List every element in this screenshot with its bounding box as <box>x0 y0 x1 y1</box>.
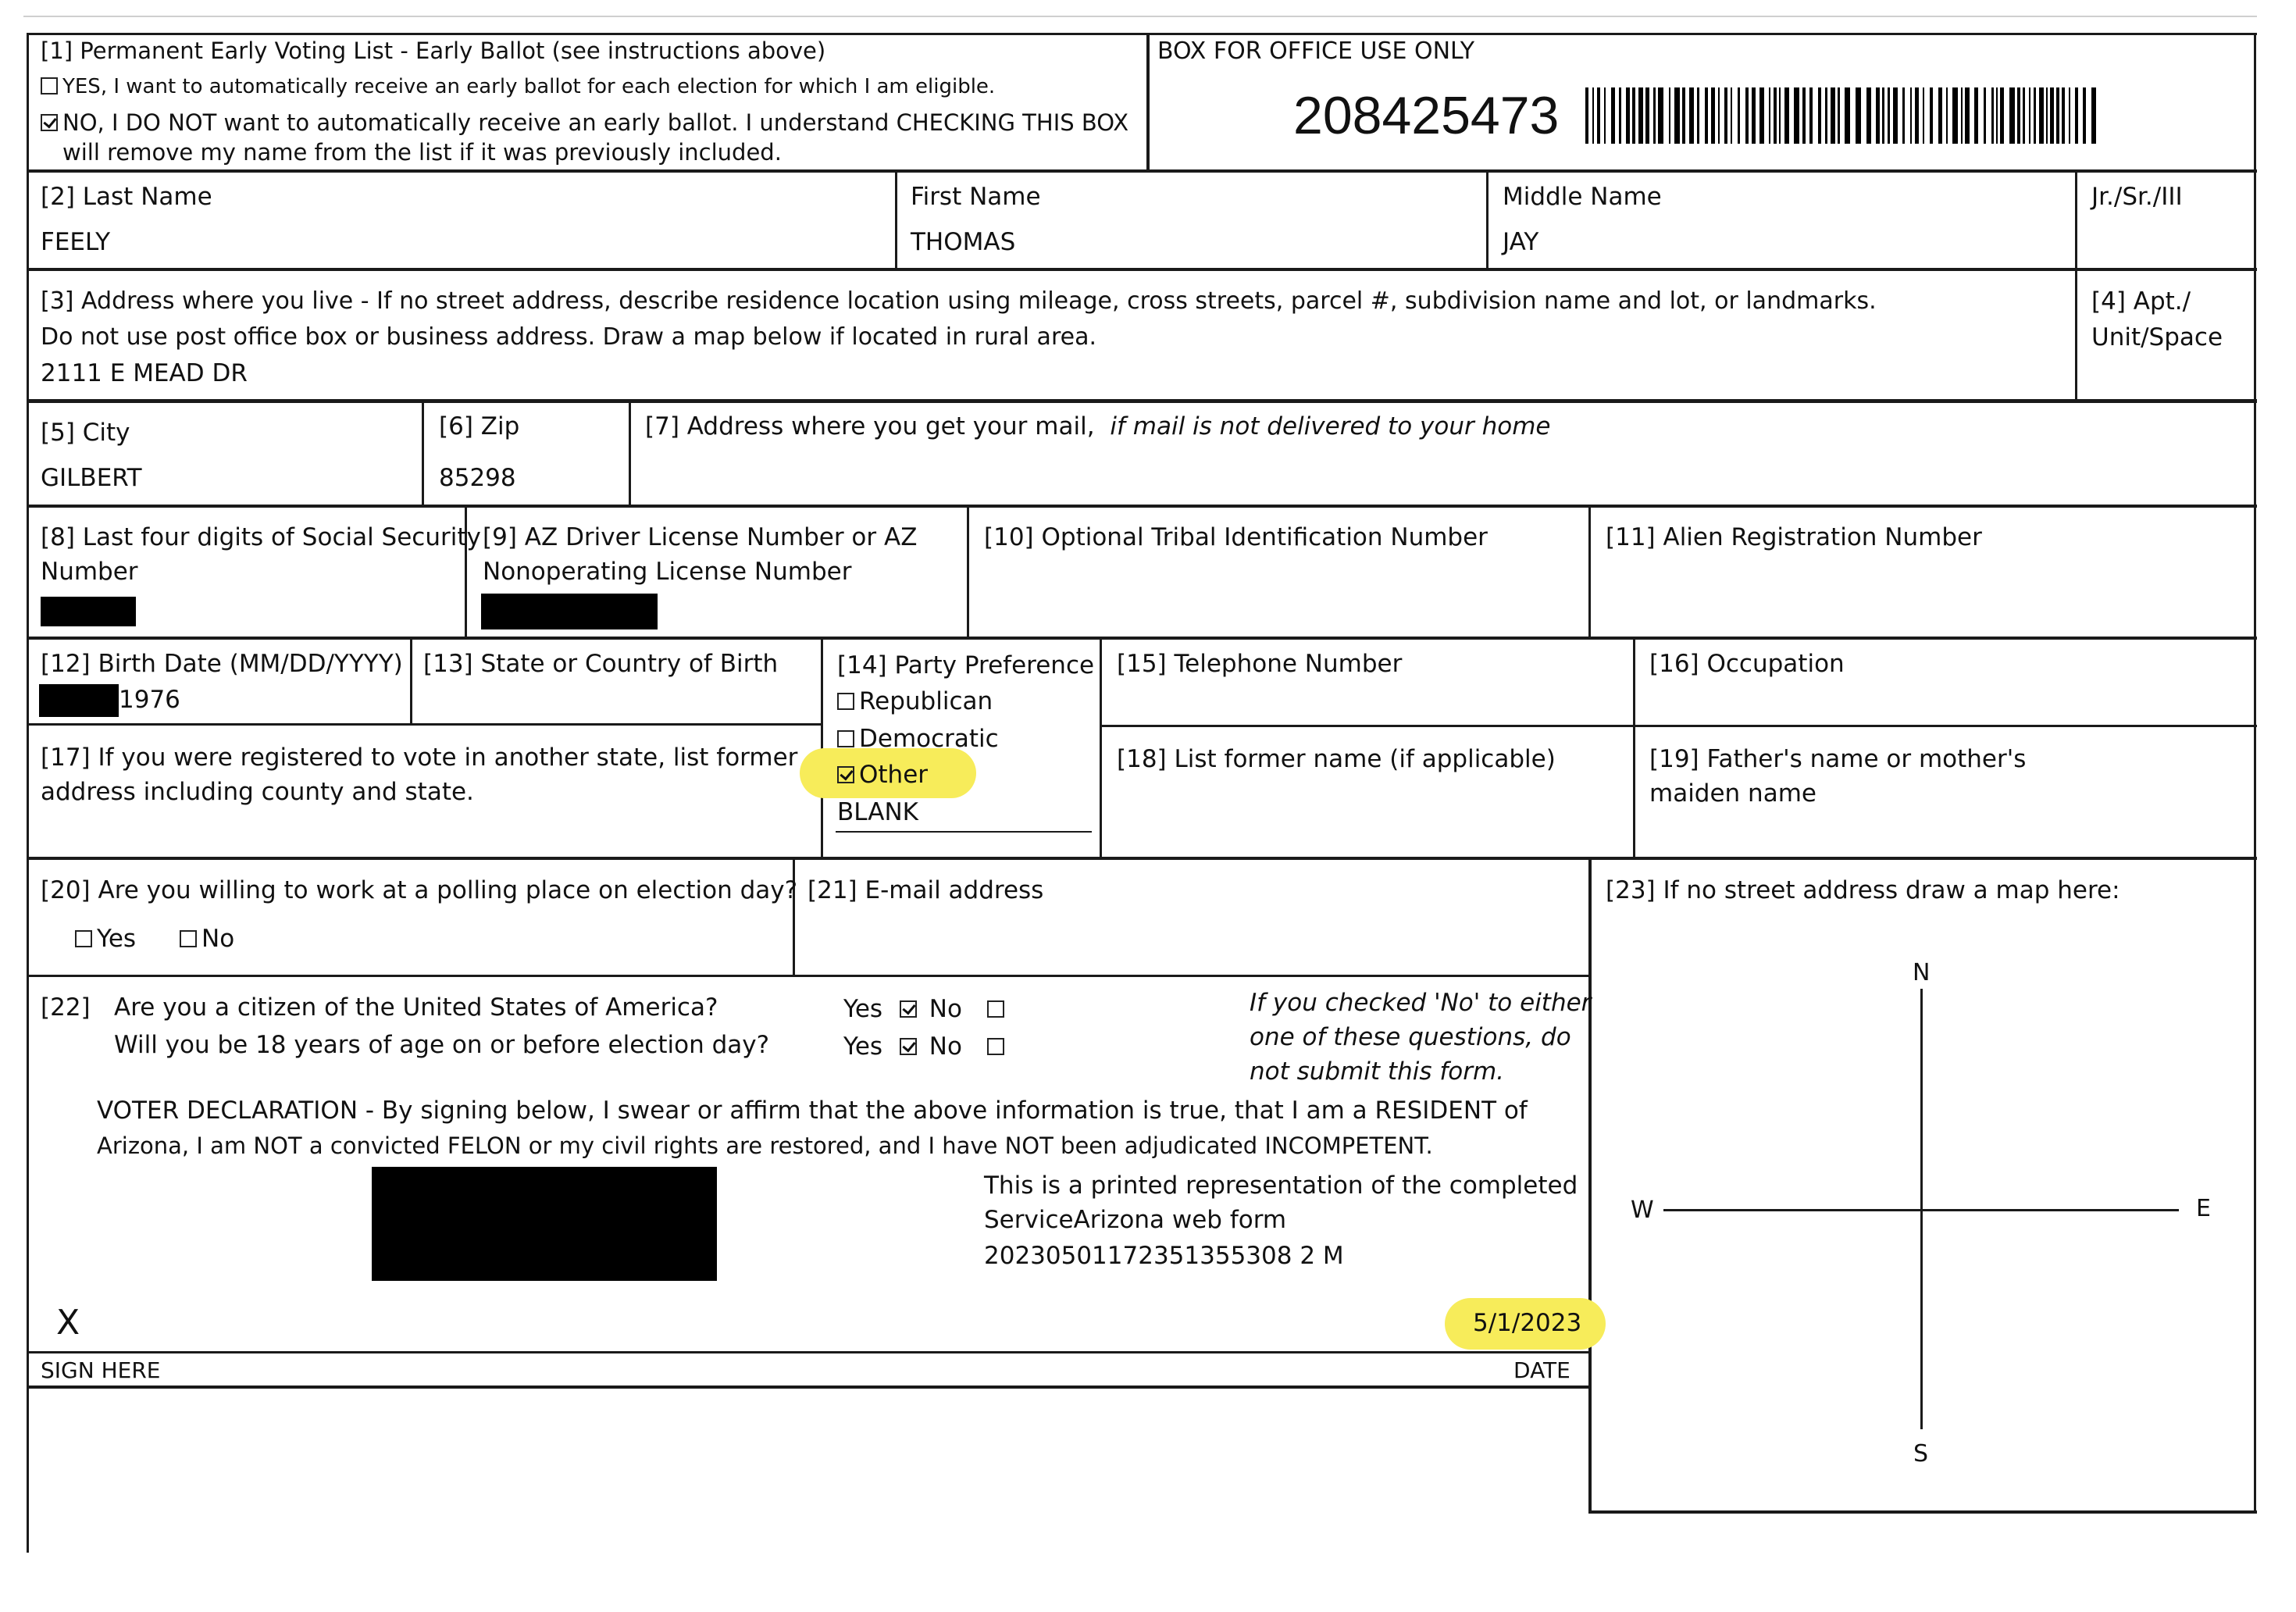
ssn-label-line2: Number <box>41 558 138 586</box>
barcode-bar <box>1597 87 1600 144</box>
democratic-checkbox[interactable] <box>837 730 854 747</box>
barcode-bar <box>1658 87 1663 144</box>
form-reference-number: 20230501172351355308 2 M <box>984 1242 1344 1270</box>
former-address-label-line2: address including county and state. <box>41 778 474 806</box>
last-name-label: [2] Last Name <box>41 183 212 211</box>
compass-south: S <box>1913 1440 1929 1468</box>
ssn-label-line1: [8] Last four digits of Social Security <box>41 523 481 551</box>
warning-line1: If you checked 'No' to either <box>1250 989 1592 1017</box>
vline <box>1486 171 1488 269</box>
barcode-bar <box>2046 87 2048 144</box>
barcode-bar <box>2050 87 2054 144</box>
birth-date-label: [12] Birth Date (MM/DD/YYYY) <box>41 650 403 678</box>
compass-horizontal-axis <box>1663 1209 2179 1211</box>
barcode-bar <box>2000 87 2004 144</box>
first-name-value: THOMAS <box>911 228 1016 256</box>
pevl-no-option[interactable] <box>41 109 1128 137</box>
pevl-title: [1] Permanent Early Voting List - Early Ballot (see instructions above) <box>41 37 826 64</box>
license-label-line2: Nonoperating License Number <box>483 558 852 586</box>
city-value: GILBERT <box>41 464 142 492</box>
hline <box>27 169 2257 173</box>
vline <box>422 401 424 506</box>
barcode-bar <box>1592 87 1594 144</box>
warning-line2: one of these questions, do <box>1250 1023 1571 1051</box>
barcode-bar <box>1718 87 1720 144</box>
mail-address-label <box>645 412 1550 441</box>
party-preference-label: [14] Party Preference <box>837 651 1095 679</box>
poll-worker-label: [20] Are you willing to work at a polling place on election day? <box>41 876 798 904</box>
barcode-bar <box>1915 87 1919 144</box>
poll-worker-no-checkbox[interactable] <box>180 930 197 947</box>
suffix-label: Jr./Sr./III <box>2091 183 2183 211</box>
citizenship-number: [22] <box>41 993 91 1022</box>
parent-name-label-line1: [19] Father's name or mother's <box>1649 745 2027 773</box>
party-democratic-label: Democratic <box>859 725 999 753</box>
barcode-bar <box>1697 87 1699 144</box>
poll-worker-yes-label: Yes <box>97 925 137 953</box>
address-label-line1: [3] Address where you live - If no street address, describe residence location using mileage, cross streets, parcel #, subdivision name and lot, or landmarks. <box>41 287 1877 315</box>
barcode-bar <box>1611 87 1615 144</box>
barcode-bar <box>1752 87 1756 144</box>
party-republican-label: Republican <box>859 687 993 715</box>
vline <box>2254 33 2256 1514</box>
birth-year-value: 1976 <box>119 686 180 714</box>
license-label-line1: [9] AZ Driver License Number or AZ <box>483 523 918 551</box>
citizenship-question: Are you a citizen of the United States of America? <box>114 993 718 1022</box>
barcode-bar <box>1745 87 1749 144</box>
age-no-label: No <box>929 1032 962 1061</box>
barcode-bar <box>2083 87 2086 144</box>
citizenship-answer <box>843 995 1009 1024</box>
yes-checkbox[interactable] <box>41 77 58 95</box>
address-value: 2111 E MEAD DR <box>41 359 248 387</box>
hline <box>27 723 823 726</box>
barcode-bar <box>1938 87 1942 144</box>
party-other-label: Other <box>859 761 929 789</box>
alien-registration-label: [11] Alien Registration Number <box>1606 523 1982 551</box>
hline <box>1588 1510 2257 1514</box>
party-other-option[interactable] <box>837 761 928 790</box>
barcode-bar <box>1585 87 1588 144</box>
poll-worker-no-label: No <box>201 925 235 953</box>
barcode-bar <box>1802 87 1806 144</box>
vline <box>1633 638 1635 859</box>
barcode <box>1585 87 2101 144</box>
birth-place-label: [13] State or Country of Birth <box>423 650 779 678</box>
barcode-bar <box>2029 87 2030 144</box>
printed-notice-line1: This is a printed representation of the completed <box>984 1172 1578 1200</box>
barcode-bar <box>1809 87 1813 144</box>
vline <box>2075 171 2077 401</box>
first-name-label: First Name <box>911 183 1041 211</box>
barcode-bar <box>2091 87 2096 144</box>
barcode-bar <box>1738 87 1740 144</box>
vline <box>629 401 631 506</box>
party-democratic-option[interactable] <box>837 725 999 754</box>
barcode-bar <box>1619 87 1621 144</box>
vline <box>27 33 29 1553</box>
vline <box>410 638 412 725</box>
citizenship-no-checkbox[interactable] <box>987 1000 1004 1018</box>
zip-label: [6] Zip <box>439 412 520 440</box>
printed-notice-line2: ServiceArizona web form <box>984 1206 1287 1234</box>
other-checkbox[interactable] <box>837 766 854 783</box>
republican-checkbox[interactable] <box>837 693 854 710</box>
birth-date-redaction <box>39 684 119 717</box>
barcode-bar <box>1711 87 1715 144</box>
barcode-bar <box>1724 87 1727 144</box>
poll-worker-yes-checkbox[interactable] <box>75 930 92 947</box>
barcode-bar <box>2062 87 2065 144</box>
declaration-line1: VOTER DECLARATION - By signing below, I swear or affirm that the above information is true, that I am a RESIDENT of <box>97 1097 1528 1125</box>
age-answer <box>843 1032 1009 1061</box>
barcode-bar <box>1769 87 1770 144</box>
barcode-bar <box>1952 87 1958 144</box>
hline <box>27 399 2257 403</box>
map-label: [23] If no street address draw a map here: <box>1606 876 2120 904</box>
citizenship-no-label: No <box>929 995 962 1023</box>
citizenship-yes-label: Yes <box>843 995 883 1023</box>
age-yes-label: Yes <box>843 1032 883 1061</box>
barcode-bar <box>1882 87 1884 144</box>
apt-label-line1: [4] Apt./ <box>2091 287 2191 316</box>
middle-name-value: JAY <box>1503 228 1539 256</box>
barcode-bar <box>1888 87 1890 144</box>
mail-address-note: if mail is not delivered to your home <box>1110 412 1551 440</box>
hline <box>27 33 2257 35</box>
barcode-bar <box>2039 87 2044 144</box>
barcode-bar <box>1604 87 1606 144</box>
hline <box>27 637 2257 640</box>
citizenship-yes-checkbox[interactable] <box>900 1000 917 1018</box>
sign-x-mark: X <box>56 1303 80 1343</box>
telephone-label: [15] Telephone Number <box>1117 650 1403 678</box>
barcode-bar <box>1638 87 1643 144</box>
poll-worker-no-option[interactable] <box>180 925 234 954</box>
city-label: [5] City <box>41 419 130 447</box>
barcode-bar <box>1845 87 1850 144</box>
barcode-bar <box>1838 87 1840 144</box>
date-label: DATE <box>1513 1357 1570 1383</box>
barcode-bar <box>1759 87 1764 144</box>
email-label: [21] E-mail address <box>808 876 1044 904</box>
barcode-bar <box>1818 87 1821 144</box>
vline <box>1588 858 1592 1514</box>
hline <box>1101 725 2257 727</box>
barcode-bar <box>1991 87 1994 144</box>
compass-west: W <box>1631 1197 1654 1224</box>
pevl-no-text: NO, I DO NOT want to automatically receive an early ballot. I understand CHECKING THIS BOX <box>62 109 1129 136</box>
barcode-bar <box>1923 87 1924 144</box>
barcode-bar <box>2056 87 2059 144</box>
vline <box>1146 33 1150 171</box>
warning-line3: not submit this form. <box>1250 1057 1505 1086</box>
barcode-bar <box>1946 87 1948 144</box>
hline <box>27 268 2257 271</box>
vline <box>895 171 897 269</box>
barcode-bar <box>1794 87 1799 144</box>
top-rule <box>23 16 2257 17</box>
party-republican-option[interactable] <box>837 687 993 716</box>
barcode-bar <box>1866 87 1871 144</box>
age-question: Will you be 18 years of age on or before election day? <box>114 1031 770 1059</box>
barcode-bar <box>2069 87 2070 144</box>
barcode-bar <box>1831 87 1835 144</box>
barcode-bar <box>1876 87 1880 144</box>
barcode-bar <box>2017 87 2020 144</box>
barcode-bar <box>1930 87 1933 144</box>
apt-label-line2: Unit/Space <box>2091 323 2223 351</box>
hline <box>27 975 1592 977</box>
barcode-bar <box>1974 87 1978 144</box>
vline <box>1100 638 1102 859</box>
party-underline <box>836 831 1092 833</box>
date-value: 5/1/2023 <box>1473 1309 1582 1337</box>
barcode-bar <box>1961 87 1963 144</box>
poll-worker-yes-option[interactable] <box>75 925 136 954</box>
pevl-yes-text: YES, I want to automatically receive an early ballot for each election for which I am eligible. <box>62 75 996 98</box>
barcode-bar <box>2075 87 2078 144</box>
barcode-bar <box>1731 87 1732 144</box>
address-label-line2: Do not use post office box or business address. Draw a map below if located in rural area. <box>41 323 1096 351</box>
signature-redaction <box>372 1167 717 1281</box>
license-redaction <box>481 594 658 629</box>
office-number: 208425473 <box>1293 86 1560 145</box>
hline <box>27 857 2257 860</box>
barcode-bar <box>1902 87 1905 144</box>
barcode-bar <box>2023 87 2025 144</box>
barcode-bar <box>1996 87 1998 144</box>
hline <box>27 1351 1592 1353</box>
zip-value: 85298 <box>439 464 516 492</box>
last-name-value: FEELY <box>41 228 111 256</box>
tribal-id-label: [10] Optional Tribal Identification Number <box>984 523 1488 551</box>
sign-here-label: SIGN HERE <box>41 1357 161 1383</box>
barcode-bar <box>2009 87 2015 144</box>
barcode-bar <box>2034 87 2036 144</box>
barcode-bar <box>1984 87 1986 144</box>
vline <box>967 506 969 638</box>
mail-address-label-text: [7] Address where you get your mail, <box>645 412 1095 440</box>
barcode-bar <box>1632 87 1635 144</box>
compass-east: E <box>2196 1195 2211 1222</box>
age-no-checkbox[interactable] <box>987 1038 1004 1055</box>
hline <box>27 505 2257 508</box>
former-address-label-line1: [17] If you were registered to vote in another state, list former <box>41 744 798 772</box>
barcode-bar <box>1779 87 1781 144</box>
barcode-bar <box>1784 87 1789 144</box>
hline <box>27 1386 1592 1389</box>
no-checkbox[interactable] <box>41 114 58 131</box>
declaration-line2: Arizona, I am NOT a convicted FELON or my civil rights are restored, and I have NOT been adjudicated INCOMPETENT. <box>97 1132 1433 1159</box>
pevl-no-text-line2: will remove my name from the list if it was previously included. <box>62 139 782 166</box>
barcode-bar <box>1669 87 1670 144</box>
barcode-bar <box>1682 87 1685 144</box>
age-yes-checkbox[interactable] <box>900 1038 917 1055</box>
barcode-bar <box>1893 87 1898 144</box>
barcode-bar <box>1856 87 1861 144</box>
office-use-label: BOX FOR OFFICE USE ONLY <box>1157 37 1475 65</box>
compass-north: N <box>1913 959 1931 986</box>
barcode-bar <box>1626 87 1630 144</box>
barcode-bar <box>1965 87 1970 144</box>
party-blank-value: BLANK <box>837 798 918 826</box>
vline <box>1588 506 1591 638</box>
pevl-yes-option[interactable] <box>41 75 995 99</box>
occupation-label: [16] Occupation <box>1649 650 1845 678</box>
parent-name-label-line2: maiden name <box>1649 779 1816 808</box>
barcode-bar <box>1705 87 1708 144</box>
barcode-bar <box>1645 87 1649 144</box>
barcode-bar <box>1910 87 1912 144</box>
ssn-redaction <box>41 597 136 626</box>
barcode-bar <box>1653 87 1656 144</box>
middle-name-label: Middle Name <box>1503 183 1662 211</box>
barcode-bar <box>1774 87 1777 144</box>
barcode-bar <box>1689 87 1694 144</box>
barcode-bar <box>1825 87 1827 144</box>
barcode-bar <box>1674 87 1680 144</box>
former-name-label: [18] List former name (if applicable) <box>1117 745 1556 773</box>
